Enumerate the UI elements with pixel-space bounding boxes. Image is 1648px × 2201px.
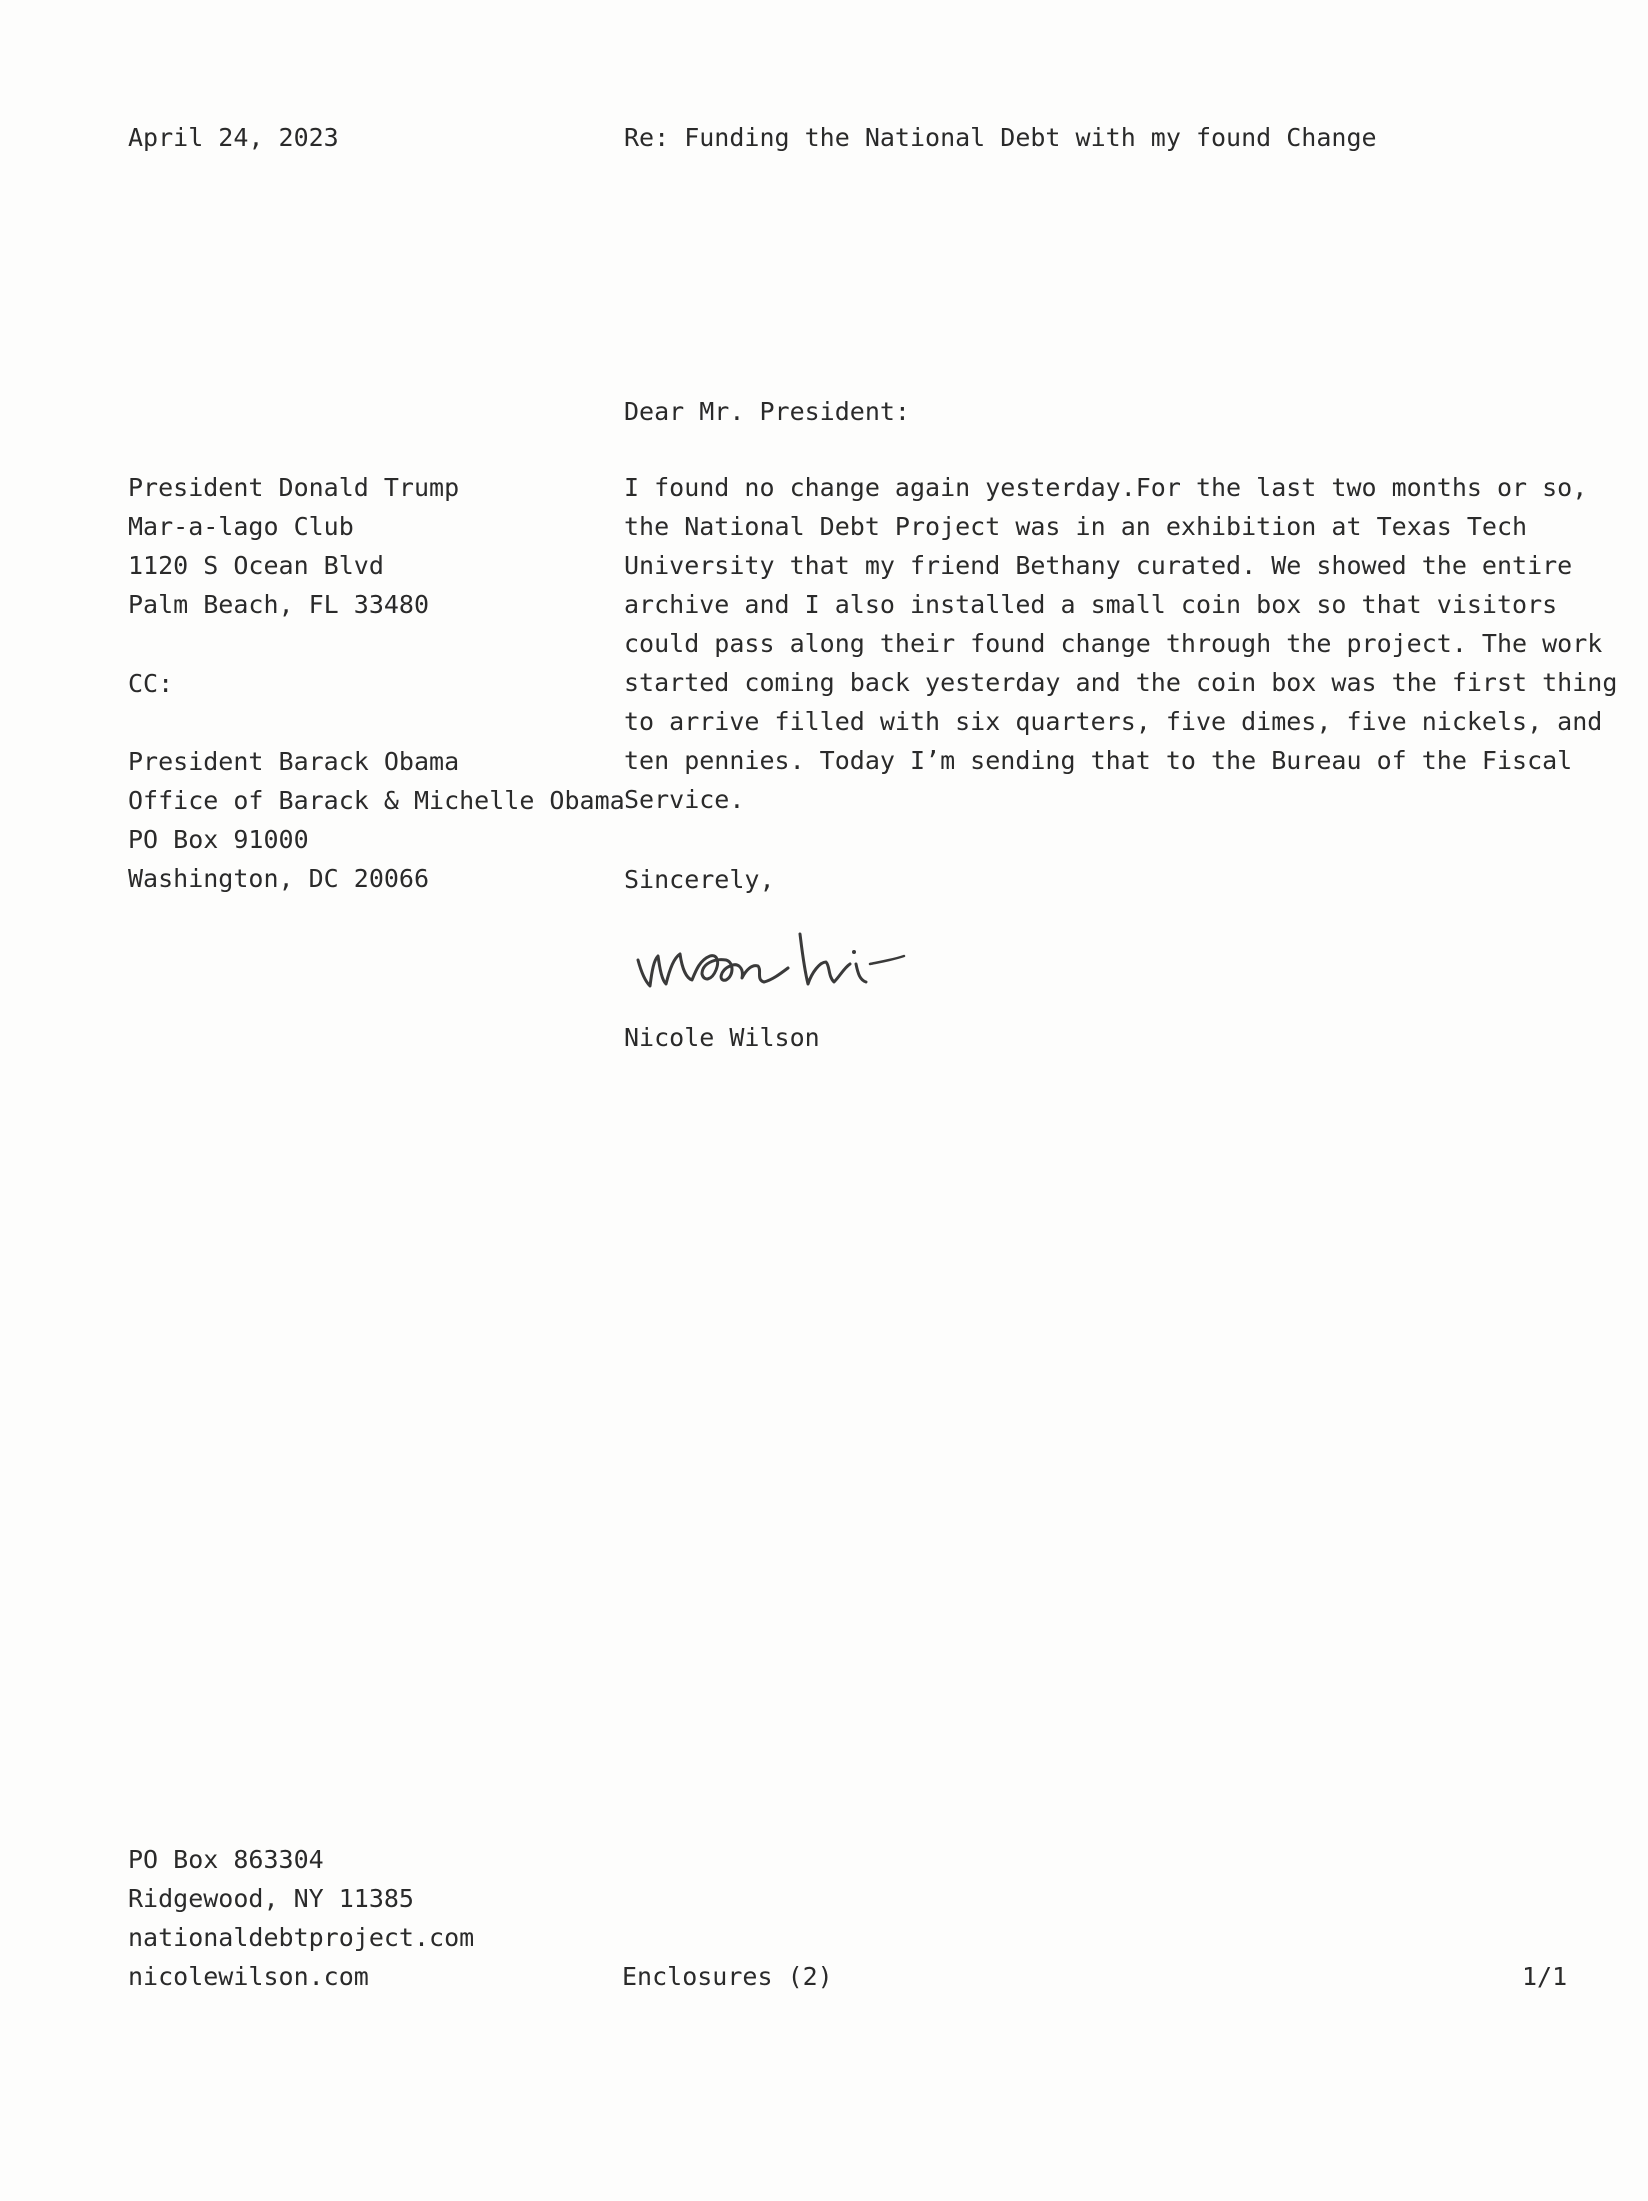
signature-graphic: [630, 920, 960, 1000]
body-line: Service.: [624, 785, 745, 814]
letter-body: [624, 468, 1617, 819]
footer-line: Ridgewood, NY 11385: [128, 1884, 414, 1913]
body-line: started coming back yesterday and the coin box was the first thing: [624, 668, 1618, 697]
body-line: I found no change again yesterday.For the last two months or so,: [624, 473, 1588, 502]
body-line: to arrive filled with six quarters, five dimes, five nickels, and: [624, 707, 1603, 736]
handwritten-signature: [630, 920, 960, 1006]
recipient-line: President Donald Trump: [128, 473, 460, 502]
body-line: archive and I also installed a small coin box so that visitors: [624, 590, 1558, 619]
body-line: could pass along their found change through the project. The work: [624, 629, 1603, 658]
signer-name: Nicole Wilson: [624, 1023, 820, 1052]
closing: Sincerely,: [624, 865, 775, 894]
salutation: Dear Mr. President:: [624, 397, 910, 426]
letter-date: April 24, 2023: [128, 123, 339, 152]
recipient-line: Mar-a-lago Club: [128, 512, 354, 541]
page-number: 1/1: [1522, 1962, 1568, 1991]
cc-recipient-line: Office of Barack & Michelle Obama: [128, 786, 625, 815]
recipient-line: Palm Beach, FL 33480: [128, 590, 430, 619]
cc-label: CC:: [128, 669, 174, 698]
recipient-address: [128, 468, 459, 624]
body-line: the National Debt Project was in an exhibition at Texas Tech: [624, 512, 1528, 541]
cc-recipient-line: PO Box 91000: [128, 825, 309, 854]
letter-subject: Re: Funding the National Debt with my found Change: [624, 123, 1377, 152]
cc-recipient-line: President Barack Obama: [128, 747, 460, 776]
footer-line: PO Box 863304: [128, 1845, 324, 1874]
cc-recipient-address: [128, 742, 625, 898]
footer-line: nationaldebtproject.com: [128, 1923, 475, 1952]
body-line: ten pennies. Today I’m sending that to the Bureau of the Fiscal: [624, 746, 1573, 775]
recipient-line: 1120 S Ocean Blvd: [128, 551, 384, 580]
footer-address: [128, 1840, 474, 1996]
cc-recipient-line: Washington, DC 20066: [128, 864, 430, 893]
body-line: University that my friend Bethany curated. We showed the entire: [624, 551, 1573, 580]
footer-line: nicolewilson.com: [128, 1962, 369, 1991]
enclosures-note: Enclosures (2): [622, 1962, 833, 1991]
